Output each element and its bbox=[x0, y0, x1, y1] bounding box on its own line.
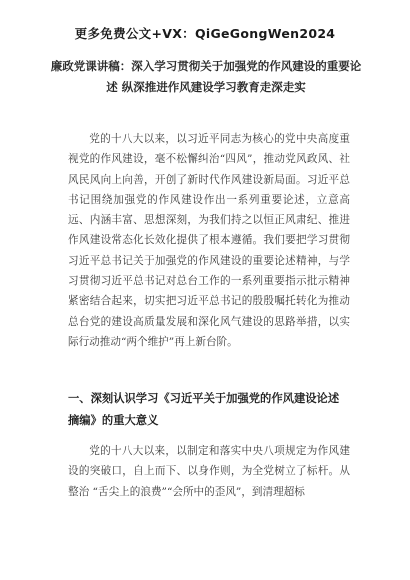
promo-header: 更多免费公文+VX：QiGeGongWen2024 bbox=[74, 26, 336, 41]
body-paragraph bbox=[68, 441, 350, 502]
section-heading: 一、深刻认识学习《习近平关于加强党的作风建设论述摘编》的重大意义 bbox=[68, 391, 340, 427]
body-paragraph bbox=[68, 129, 350, 352]
paragraph-text: 党的十八大以来，以习近平同志为核心的党中央高度重视党的作风建设，毫不松懈纠治“四风”，推动党风政风、社风民风向上向善，开创了新时代作风建设新局面。习近平总书记围绕加强党的作风建设作出一系列重要论述，立意高远、内涵丰富、思想深刻，为我们持之以恒正风肃纪、推进作风建设常态化长效化提供了根本遵循。我们要把学习贯彻习近平总书记关于加强党的作风建设的重要论述精神，与学习贯彻习近平总书记对总台工作的一系列重要指示批示精神紧密结合起来，切实把习近平总书记的殷殷嘱托转化为推动总台党的建设高质量发展和深化风气建设的思路举措，以实际行动推动“两个维护”再上新台阶。 bbox=[68, 133, 350, 348]
paragraph-text: 党的十八大以来，以制定和落实中央八项规定为作风建设的突破口，自上而下、以身作则，为全党树立了标杆。从整治 “舌尖上的浪费”“会所中的歪风”，到清理超标 bbox=[68, 445, 350, 498]
document-title: 廉政党课讲稿：深入学习贯彻关于加强党的作风建设的重要论述 纵深推进作风建设学习教育走深走实 bbox=[50, 59, 362, 94]
